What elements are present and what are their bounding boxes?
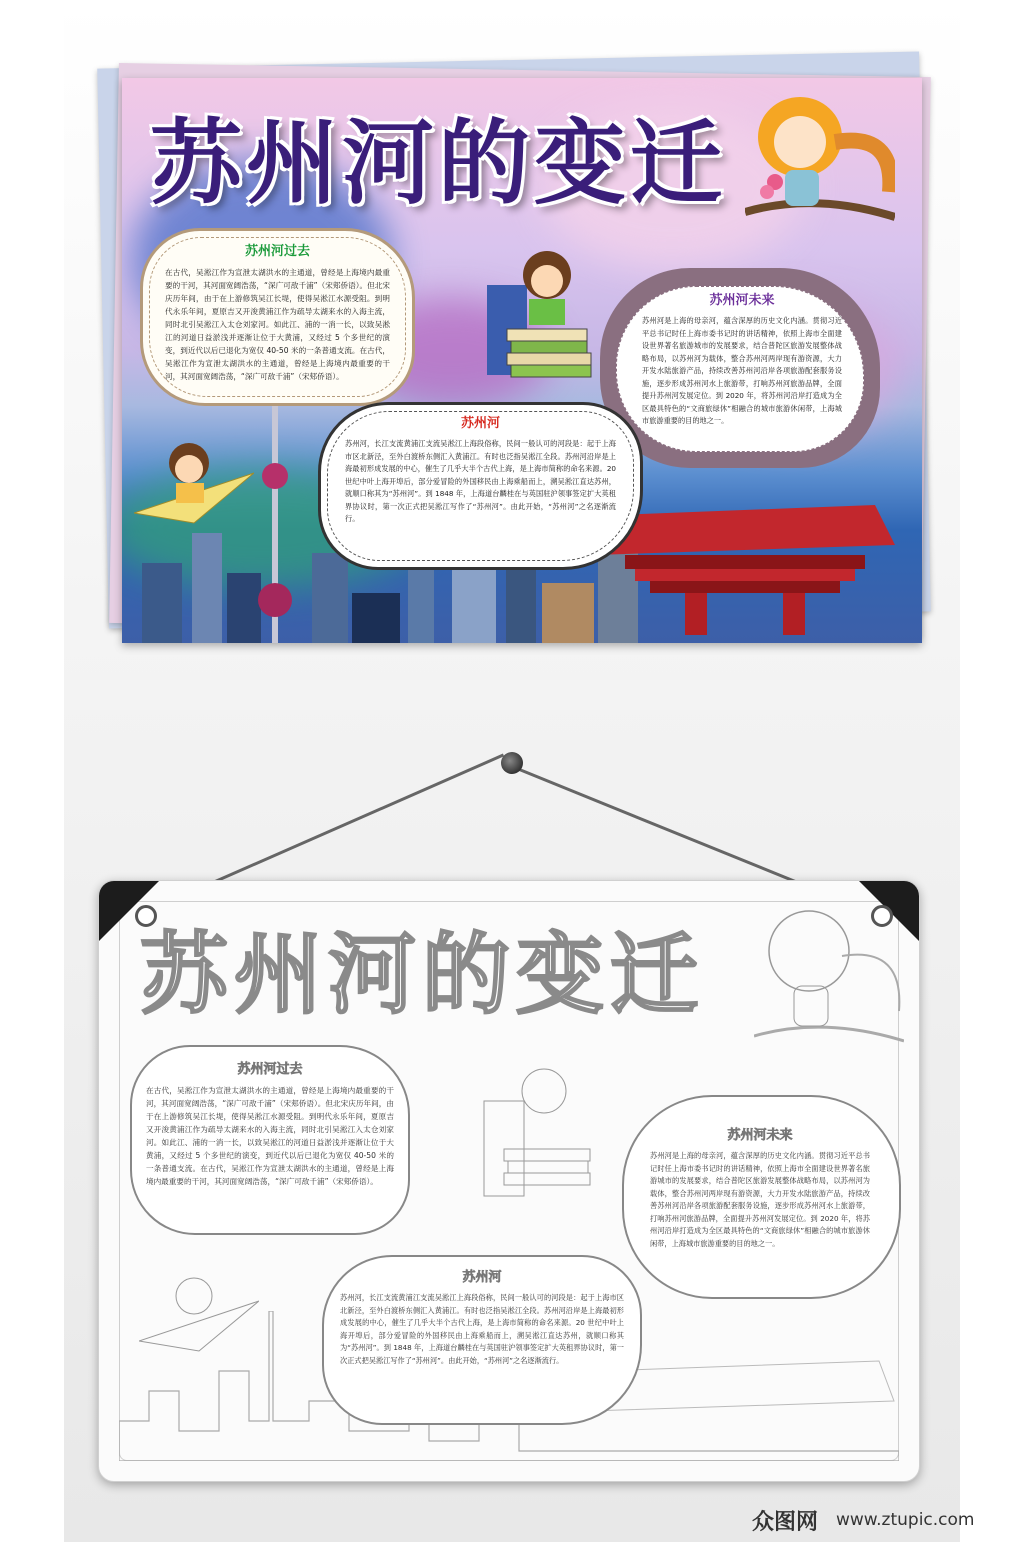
- future-box-body: 苏州河是上海的母亲河，蕴含深厚的历史文化内涵。贯彻习近平总书记时任上海市委书记时的讲话精神，依照上海市全面建设世界著名旅游城市的发展要求，结合普陀区旅游发展整体战略布局，以苏州河为载体，整合苏州河两岸现有游资源，大力开发水陆旅游产品，持续改善苏州河沿岸各项旅游配套服务设施，逐步形成苏州河水上旅游带，打响苏州河旅游品牌，全面提升苏州河发展定位。到 2020 年，将苏州河沿岸打造成为全区最具特色的“文商旅绿休”相融合的城市旅游休闲带，上海城市旅游重要的目的地之一。: [642, 316, 842, 425]
- building: [142, 563, 182, 643]
- poster-title: 苏州河的变迁: [150, 109, 727, 217]
- wall-nail-icon: [501, 752, 523, 774]
- outline-river-title: 苏州河: [462, 1270, 502, 1285]
- left-margin: [0, 0, 64, 1542]
- outline-title: 苏州河的变迁: [140, 922, 705, 1026]
- right-margin: [960, 0, 1024, 1542]
- girl-sketch: [754, 896, 904, 1056]
- tv-tower-sphere: [262, 463, 288, 489]
- past-text-box: [140, 228, 415, 406]
- watermark-url: www.ztupic.com: [836, 1510, 975, 1530]
- girl-on-branch-illustration: [745, 82, 895, 237]
- building: [227, 573, 261, 643]
- past-box-title: 苏州河过去: [244, 244, 310, 259]
- china-pavilion-illustration: [595, 505, 895, 635]
- boy-paper-plane-illustration: [134, 433, 254, 533]
- building: [312, 553, 348, 643]
- outline-river-body: 苏州河，长江支流黄浦江支流吴淞江上海段俗称，民间一般认可的河段是：起于上海市区北新泾，至外白渡桥东侧汇入黄浦江。有时也泛指吴淞江全段。苏州河沿岸是上海最初形成发展的中心，催生了几乎大半个古代上海，是上海市简称的命名来源。20 世纪中叶上海开埠后，部分爱冒险的外国移民由上海乘船而上，溯吴淞江直达苏州，就顺口称其为“苏州河”。到 1848 年，上海道台麟桂在与英国驻沪领事签定扩大英租界协议时，第一次正式把吴淞江写作了“苏州河”。由此开始，“苏州河”之名逐渐流行。: [340, 1293, 624, 1365]
- tv-tower-sphere: [258, 583, 292, 617]
- building: [452, 563, 496, 643]
- outline-future-title: 苏州河未来: [727, 1128, 793, 1143]
- outline-future-content: [650, 1127, 870, 1250]
- river-box-body: 苏州河，长江支流黄浦江支流吴淞江上海段俗称，民间一般认可的河段是：起于上海市区北新泾，至外白渡桥东侧汇入黄浦江。有时也泛指吴淞江全段。苏州河沿岸是上海最初形成发展的中心，催生了几乎大半个古代上海，是上海市简称的命名来源。20 世纪中叶上海开埠后，部分爱冒险的外国移民由上海乘船而上，溯吴淞江直达苏州，就顺口称其为“苏州河”。到 1848 年，上海道台麟桂在与英国驻沪领事签定扩大英租界协议时，第一次正式把吴淞江写作了“苏州河”。由此开始，“苏州河”之名逐渐流行。: [345, 439, 616, 523]
- building: [352, 593, 400, 643]
- river-box-title: 苏州河: [460, 416, 500, 431]
- boy-with-books-sketch: [474, 1061, 604, 1211]
- outline-past-body: 在古代，吴淞江作为宣泄太湖洪水的主通道，曾经是上海境内最重要的干河，其河面宽阔浩荡，“深广可敌千浦”（宋郏侨语）。但北宋庆历年间，由于在上游修筑吴江长堤，使得吴淞江水源受阻。到明代永乐年间，夏原吉又开浚黄浦江作为疏导太湖来水的入海主流，同时北引吴淞江入太仓刘家河。如此江、浦的一消一长，以致吴淞江的河道日益淤浅并逐渐让位于大黄浦，又经过 5 个多世纪的演变，到近代以后已退化为宽仅 40-50 米的一条普通支流。在古代，吴淞江作为宣泄太湖洪水的主通道，曾经是上海境内最重要的干河，其河面宽阔浩荡，“深广可敌千浦”（宋郏侨语）。: [146, 1086, 394, 1186]
- boy-with-books-illustration: [477, 245, 597, 385]
- outline-future-box: [622, 1095, 901, 1299]
- future-box-content: [642, 292, 842, 428]
- building: [542, 583, 594, 643]
- watermark-brand: 众图网: [752, 1510, 819, 1535]
- river-text-box: [318, 402, 643, 570]
- outline-future-body: 苏州河是上海的母亲河，蕴含深厚的历史文化内涵。贯彻习近平总书记时任上海市委书记时的讲话精神，依照上海市全面建设世界著名旅游城市的发展要求，结合普陀区旅游发展整体战略布局，以苏州河为载体，整合苏州河两岸现有游资源，大力开发水陆旅游产品，持续改善苏州河沿岸各项旅游配套服务设施，逐步形成苏州河水上旅游带，打响苏州河旅游品牌，全面提升苏州河发展定位。到 2020 年，将苏州河沿岸打造成为全区最具特色的“文商旅绿休”相融合的城市旅游休闲带，上海城市旅游重要的目的地之一。: [650, 1151, 870, 1248]
- building: [192, 533, 222, 643]
- outline-river-box: [322, 1255, 642, 1425]
- outline-past-title: 苏州河过去: [237, 1062, 303, 1077]
- future-text-box: [600, 268, 880, 468]
- outline-past-box: [130, 1045, 410, 1235]
- past-box-body: 在古代，吴淞江作为宣泄太湖洪水的主通道，曾经是上海境内最重要的干河，其河面宽阔浩荡，“深广可敌千浦”（宋郏侨语）。但北宋庆历年间，由于在上游修筑吴江长堤，使得吴淞江水源受阻。到明代永乐年间，夏原吉又开浚黄浦江作为疏导太湖来水的入海主流，同时北引吴淞江入太仓刘家河。如此江、浦的一消一长，以致吴淞江的河道日益淤浅并逐渐让位于大黄浦，又经过 5 个多世纪的演变，到近代以后已退化为宽仅 40-50 米的一条普通支流。在古代，吴淞江作为宣泄太湖洪水的主通道，曾经是上海境内最重要的干河，其河面宽阔浩荡，“深广可敌千浦”（宋郏侨语）。: [165, 268, 390, 381]
- future-box-title: 苏州河未来: [709, 293, 775, 308]
